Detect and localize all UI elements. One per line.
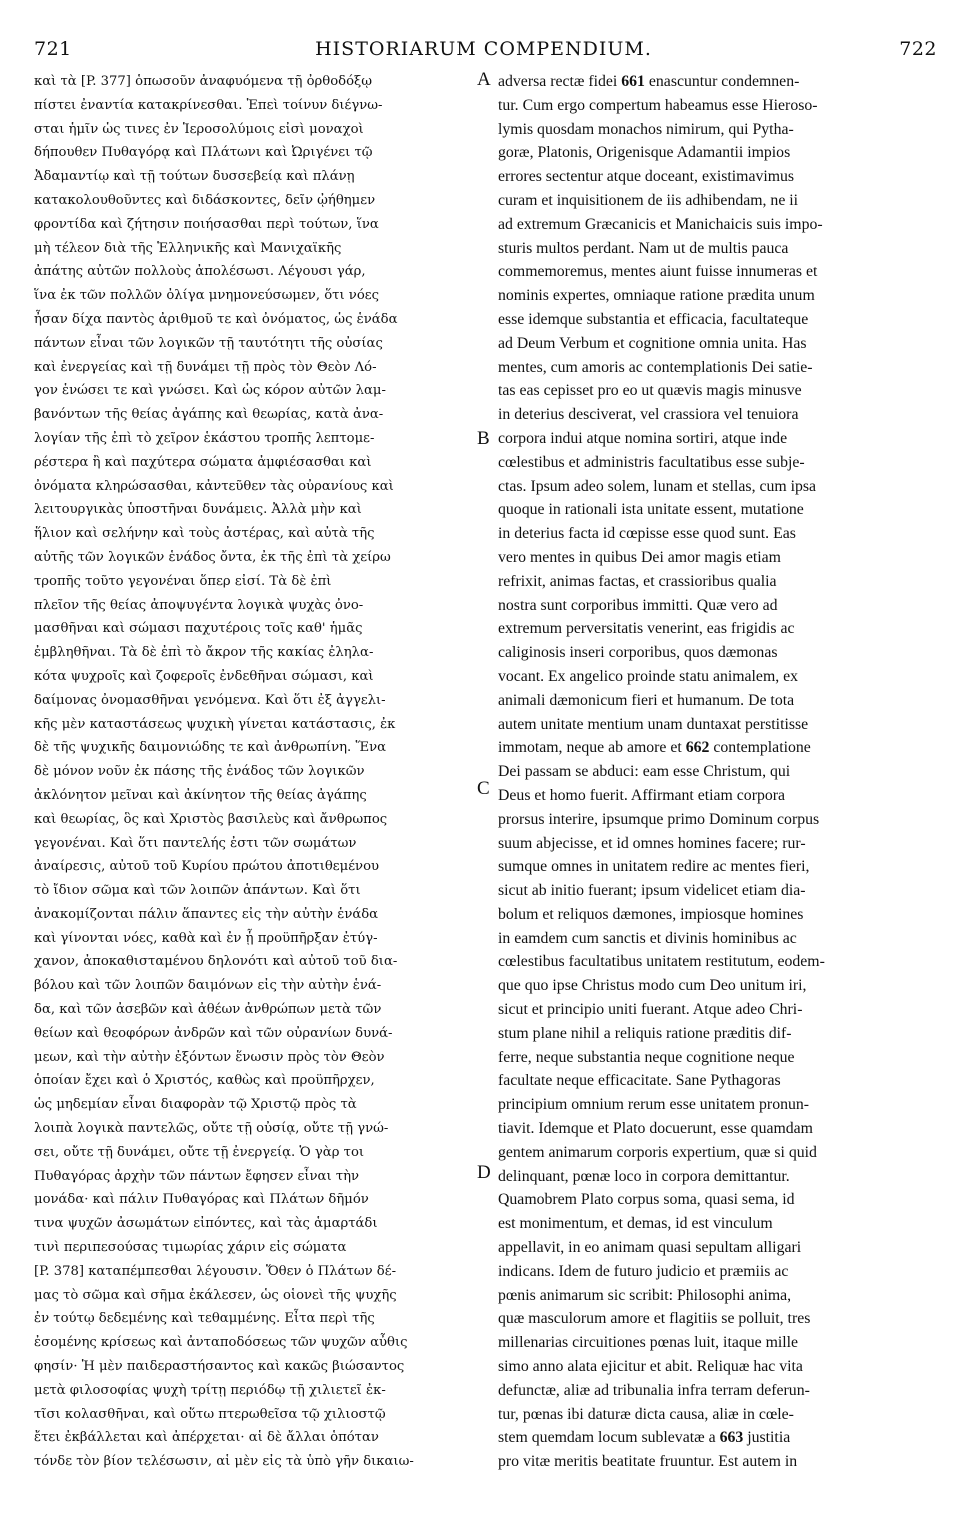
latin-text-line: commemoremus, mentes aiunt fuisse innumeras et — [498, 263, 818, 281]
section-marker-a: A — [477, 69, 491, 90]
greek-text-line: ὀνόματα κληρώσασθαι, κἀντεῦθεν τὰς οὐρανίους καὶ — [34, 478, 394, 494]
latin-text-line: sicut et principio uniti fuerant. Atque adeo Chri- — [498, 1001, 803, 1019]
greek-text-line: γεγονέναι. Καὶ ὅτι παντελής ἐστι τῶν σωμάτων — [34, 835, 357, 851]
greek-text-line: δήπουθεν Πυθαγόρᾳ καὶ Πλάτωνι καὶ Ὠριγένει τῷ — [34, 145, 373, 161]
latin-text-line: ctas. Ipsum adeo solem, lunam et stellas, cum ipsa — [498, 477, 817, 495]
greek-text-line: μας τὸ σῶμα καὶ σῆμα ἐκάλεσεν, ὡς οἱονεὶ τῆς ψυχῆς — [34, 1287, 397, 1303]
greek-text-line: δα, καὶ τῶν ἀσεβῶν καὶ ἀθέων ἀνθρώπων μετὰ τῶν — [34, 1002, 382, 1018]
latin-text-line: Quamobrem Plato corpus soma, quasi sema, id — [498, 1191, 795, 1209]
greek-text-line: μονάδα· καὶ πάλιν Πυθαγόρας καὶ Πλάτων δῆμόν — [34, 1192, 369, 1208]
latin-text-line: bolum et reliquos dæmones, impiosque homines — [498, 905, 804, 923]
latin-text-line: tur. Cum ergo compertum habeamus esse Hieroso- — [498, 96, 818, 114]
greek-text-line: καὶ ἐνεργείας καὶ τῇ δυνάμει τῇ πρὸς τὸν Θεὸν Λό- — [34, 359, 377, 375]
greek-text-line: λοιπὰ λογικὰ παντελῶς, οὔτε τῇ οὐσίᾳ, οὔτε τῇ γνώ- — [34, 1121, 389, 1137]
latin-text-line: pro vitæ meritis beatitate fruuntur. Est autem in — [498, 1453, 798, 1471]
greek-text-line: τὸ ἴδιον σῶμα καὶ τῶν λοιπῶν ἁπάντων. Καὶ ὅτι — [34, 883, 361, 899]
latin-text-line: Deus et homo fuerit. Affirmant etiam corpora — [498, 786, 786, 804]
latin-text-line: curam et inquisitionem de iis adhibendam, ne ii — [498, 191, 799, 209]
section-marker-b: B — [477, 428, 490, 449]
latin-text-line: animali dæmonicum fieri et humanum. De tota — [498, 691, 795, 709]
latin-text-line: Dei passam se abduci: eam esse Christum, qui — [498, 763, 791, 781]
greek-text-line: δὲ τῆς ψυχικῆς δαιμονιώδης τε καὶ ἀνθρωπίνη. Ἕνα — [34, 740, 387, 756]
greek-text-line: μετὰ φιλοσοφίας ψυχὴ τρίτῃ περιόδῳ τῇ χιλιετεῖ ἐκ- — [34, 1382, 386, 1398]
latin-text-line: nostra sunt corporibus immitti. Quæ vero ad — [498, 596, 778, 614]
greek-text-line: χανον, ἀποκαθισταμένου δηλονότι καὶ αὐτοῦ τοῦ δια- — [34, 954, 398, 970]
greek-text-column — [34, 70, 474, 1510]
latin-text-line: sumque omnes in unitatem redire ac mentes fieri, — [498, 858, 810, 876]
greek-text-line: γον ἑνώσει τε καὶ γνώσει. Καὶ ὡς κόρον αὐτῶν λαμ- — [34, 383, 386, 399]
greek-text-line: Ἀδαμαντίῳ καὶ τῇ τούτων δυσσεβείᾳ καὶ πλάνῃ — [34, 169, 355, 185]
greek-text-line: ἀνακομίζονται πάλιν ἅπαντες εἰς τὴν αὐτὴν ἑνάδα — [34, 906, 379, 922]
latin-text-line: nominis expertes, omniaque ratione prædita unum — [498, 287, 815, 305]
latin-text-line: immotam, neque ab amore et 662 contemplatione — [498, 739, 811, 757]
greek-text-line: ὡς μηδεμίαν εἶναι διαφορὰν τῷ Χριστῷ πρὸς τὰ — [34, 1097, 357, 1113]
greek-text-line: τόνδε τὸν βίον τελέσωσιν, αἱ μὲν εἰς τὰ ὑπὸ γῆν δικαιω- — [34, 1454, 414, 1470]
greek-text-line: ρέστερα ἢ καὶ παχύτερα σώματα ἀμφιέσασθαι καὶ — [34, 454, 372, 470]
greek-text-line: κῆς μὲν καταστάσεως ψυχικὴ γίνεται κατάστασις, ἐκ — [34, 716, 396, 732]
greek-text-line: τινὶ περιπεσούσας τιμωρίας χάριν εἰς σώματα — [34, 1240, 347, 1256]
greek-text-line: μασθῆναι καὶ σώμασι παχυτέροις τοῖς καθ' ἡμᾶς — [34, 621, 363, 637]
latin-text-line: stum plane nihil a reliquis ratione præditis dif- — [498, 1024, 792, 1042]
column-reference-number: 661 — [621, 73, 645, 90]
greek-text-line: ἐν τούτῳ δεδεμένης καὶ τεθαμμένης. Εἶτα περὶ τῆς — [34, 1311, 375, 1327]
greek-text-line: ἐσομένης κρίσεως καὶ ἀνταποδόσεως τῶν ψυχῶν αὖθις — [34, 1335, 408, 1351]
latin-text-line: ad extremum Græcanicis et Manichaicis suis impo- — [498, 215, 823, 233]
greek-text-line: βανόντων τῆς θείας ἀγάπης καὶ θεωρίας, κατὰ ἀνα- — [34, 407, 384, 423]
latin-text-line: refrixit, animas factas, et crassioribus qualia — [498, 572, 777, 590]
latin-text-line: corpora indui atque nomina sortiri, atque inde — [498, 429, 788, 447]
latin-text-line: vocant. Ex angelico proinde statu animalem, ex — [498, 667, 799, 685]
latin-text-line: in deterius desciverat, vel crassiora vel tenuiora — [498, 406, 799, 424]
latin-text-line: ferre, neque substantia neque cognitione neque — [498, 1048, 795, 1066]
left-page-number: 721 — [34, 38, 72, 60]
greek-text-line: ἵνα ἐκ τῶν πολλῶν ὀλίγα μνημονεύσωμεν, ὅτι νόες — [34, 288, 379, 304]
latin-text-column — [498, 70, 934, 1510]
latin-text-line: millenarias circuitiones pœnas luit, itaque mille — [498, 1334, 799, 1352]
latin-text-line: errores sectentur atque doceant, existimavimus — [498, 168, 795, 186]
greek-text-line: λογίαν τῆς ἐπὶ τὸ χεῖρον ἑκάστου τροπῆς λεπτομε- — [34, 430, 375, 446]
latin-text-line: sturis multos perdant. Nam ut de multis pauca — [498, 239, 789, 257]
latin-text-line: tur, pœnas ibi daturæ dicta causa, aliæ in cœle- — [498, 1405, 794, 1423]
latin-text-line: lymis quosdam monachos nimirum, qui Pytha- — [498, 120, 794, 138]
latin-text-line: autem unitate mentium unam duntaxat perstitisse — [498, 715, 809, 733]
right-page-number: 722 — [899, 38, 937, 60]
latin-text-line: indicans. Idem de futuro judicio et præmiis ac — [498, 1262, 789, 1280]
greek-text-line: Πυθαγόρας ἀρχὴν τῶν πάντων ἔφησεν εἶναι τὴν — [34, 1168, 360, 1184]
greek-text-line: ὁποίαν ἔχει καὶ ὁ Χριστός, καθὼς καὶ προϋπῆρχεν, — [34, 1073, 375, 1089]
latin-text-line: tas eas cepisset pro eo ut quævis magis minusve — [498, 382, 802, 400]
latin-text-line: sicut ab initio fuerant; ipsum videlicet etiam dia- — [498, 882, 806, 900]
greek-text-line: [P. 378] καταπέμπεσθαι λέγουσιν. Ὅθεν ὁ Πλάτων δέ- — [34, 1263, 397, 1279]
greek-text-line: καὶ θεωρίας, ὃς καὶ Χριστὸς βασιλεὺς καὶ ἄνθρωπος — [34, 811, 388, 827]
latin-text-line: in deterius facta id cœpisse esse quod sunt. Eas — [498, 525, 796, 543]
latin-text-line: facultate neque efficacitate. Sane Pythagoras — [498, 1072, 781, 1090]
latin-text-line: est monimentum, et demas, id est vinculum — [498, 1215, 773, 1233]
greek-text-line: πάντων εἶναι τῶν λογικῶν τῇ ταυτότητι τῆς οὐσίας — [34, 335, 383, 351]
latin-text-line: caliginosis inseri corporibus, quos dæmonas — [498, 644, 778, 662]
greek-text-line: φησίν· Ἡ μὲν παιδεραστήσαντος καὶ κακῶς βιώσαντος — [34, 1359, 405, 1375]
greek-text-line: μεων, καὶ τὴν αὐτὴν ἐξόντων ἕνωσιν πρὸς τὸν Θεὸν — [34, 1049, 385, 1065]
greek-text-line: τροπῆς τοῦτο γεγονέναι ὅπερ εἰσί. Τὰ δὲ ἐπὶ — [34, 573, 332, 589]
greek-text-line: κατακολουθοῦντες καὶ διδάσκοντες, δεῖν ᾠήθημεν — [34, 192, 376, 208]
latin-text-line: prorsus interire, ipsumque primo Dominum corpus — [498, 810, 820, 828]
greek-text-line: φροντίδα καὶ ζήτησιν ποιήσασθαι περὶ τούτων, ἵνα — [34, 216, 379, 232]
section-marker-d: D — [477, 1162, 491, 1183]
greek-text-line: τῖσι κολασθῆναι, καὶ οὕτω πτερωθεῖσα τῷ χιλιοστῷ — [34, 1406, 386, 1422]
greek-text-line: λειτουργικὰς ὑποστῆναι δυνάμεις. Ἀλλὰ μὴν καὶ — [34, 502, 362, 518]
latin-text-line: tiavit. Idemque et Plato docuerunt, esse quamdam — [498, 1120, 813, 1138]
greek-text-line: σει, οὔτε τῇ δυνάμει, οὔτε τῇ ἐνεργείᾳ. Ὁ γὰρ τοι — [34, 1144, 365, 1160]
latin-text-line: que quo ipse Christus modo cum Deo unitum iri, — [498, 977, 807, 995]
greek-text-line: κότα ψυχροῖς καὶ ζοφεροῖς ἐνδεθῆναι σώμασι, καὶ — [34, 668, 374, 684]
greek-text-line: ἀπάτης αὐτῶν πολλοὺς ἀπολέσωσι. Λέγουσι γάρ, — [34, 264, 366, 280]
column-reference-number: 663 — [719, 1429, 744, 1447]
latin-text-line: cœlestibus facultatibus unitatem restitutum, eodem- — [498, 953, 825, 971]
greek-text-line: ἥλιον καὶ σελήνην καὶ τοὺς ἀστέρας, καὶ αὐτὰ τῆς — [34, 526, 375, 542]
greek-text-line: δαίμονας ὀνομασθῆναι γενόμενα. Καὶ ὅτι ἐξ ἀγγελι- — [34, 692, 386, 708]
latin-text-line: quæ masculorum amore et flagitiis se polluit, tres — [498, 1310, 811, 1328]
greek-text-line: σται ἡμῖν ὡς τινες ἐν Ἱεροσολύμοις εἰσὶ μοναχοὶ — [34, 121, 364, 137]
latin-text-line: stem quemdam locum sublevatæ a 663 justitia — [498, 1429, 791, 1447]
page-header — [30, 38, 937, 64]
section-marker-c: C — [477, 778, 490, 799]
latin-text-line: mentes, cum amoris ac contemplationis Dei satie- — [498, 358, 813, 376]
latin-text-line: adversa rectæ fidei 661 enascuntur condemnen- — [498, 73, 800, 90]
greek-text-line: θείων καὶ θεοφόρων ἀνδρῶν καὶ τῶν οὐρανίων δυνά- — [34, 1025, 393, 1041]
greek-text-line: ἦσαν δίχα παντὸς ἀριθμοῦ τε καὶ ὀνόματος, ὡς ἑνάδα — [34, 311, 398, 327]
greek-text-line: πλεῖον τῆς θείας ἀποψυγέντα λογικὰ ψυχὰς ὀνο- — [34, 597, 364, 613]
column-reference-number: 662 — [685, 739, 710, 757]
latin-text-line: delinquant, pœnæ loco in corpora demittantur. — [498, 1167, 790, 1185]
latin-text-line: principium omnium rerum esse unitatem pronun- — [498, 1096, 810, 1114]
latin-text-line: goræ, Platonis, Origenisque Adamantii impios — [498, 144, 791, 162]
latin-text-line: cœlestibus et administris facultatibus esse subje- — [498, 453, 805, 471]
latin-text-line: defunctæ, aliæ ad tribunalia infra terram deferun- — [498, 1381, 810, 1399]
latin-text-line: appellavit, in eo animam quasi sepultam alligari — [498, 1239, 802, 1257]
greek-text-line: ἐμβληθῆναι. Τὰ δὲ ἐπὶ τὸ ἄκρον τῆς κακίας ἐληλα- — [34, 645, 374, 661]
latin-text-line: vero mentes in quibus Dei amor magis etiam — [498, 548, 781, 566]
greek-text-line: βόλου καὶ τῶν λοιπῶν δαιμόνων εἰς τὴν αὐτὴν ἑνά- — [34, 978, 382, 994]
greek-text-line: ἀναίρεσις, αὐτοῦ τοῦ Κυρίου πρώτου ἀποτιθεμένου — [34, 859, 380, 875]
latin-text-line: pœnis animarum sic scribit: Philosophi anima, — [498, 1286, 792, 1304]
greek-text-line: αὐτῆς τῶν λογικῶν ἑνάδος ὄντα, ἐκ τῆς ἐπὶ τὰ χείρω — [34, 549, 391, 565]
greek-text-line: ἔτει ἐκβάλλεται καὶ ἀπέρχεται· αἱ δὲ ἄλλαι ὁπόταν — [34, 1430, 379, 1446]
greek-text-line: καὶ τὰ [P. 377] ὁπωσοῦν ἀναφυόμενα τῇ ὀρθοδόξῳ — [34, 74, 373, 89]
latin-text-line: ad Deum Verbum et cognitione omnia unita. Has — [498, 334, 807, 352]
greek-text-line: μὴ τέλεον διὰ τῆς Ἑλληνικῆς καὶ Μανιχαϊκῆς — [34, 240, 342, 256]
latin-text-line: in eamdem cum sanctis et divinis hominibus ac — [498, 929, 797, 947]
running-title: HISTORIARUM COMPENDIUM. — [315, 38, 652, 60]
latin-text-line: gentem animarum corporis expertium, quæ si quid — [498, 1143, 817, 1161]
latin-text-line: suum abjecisse, et id omnes homines facere; rur- — [498, 834, 806, 852]
greek-text-line: ἀκλόνητον μεῖναι καὶ ἀκίνητον τῆς θείας ἀγάπης — [34, 787, 367, 803]
latin-text-line: quoque in rationali ista unitate essent, mutatione — [498, 501, 804, 519]
latin-text-line: extremum perversitatis venerint, eas frigidis ac — [498, 620, 795, 638]
greek-text-line: καὶ γίνονται νόες, καθὰ καὶ ἐν ᾗ προϋπῆρξαν ἐτύγ- — [34, 930, 378, 946]
greek-text-line: τινα ψυχῶν ἀσωμάτων εἰπόντες, καὶ τὰς ἁμαρτάδι — [34, 1216, 378, 1232]
latin-text-line: esse idemque substantia et efficacia, facultateque — [498, 310, 809, 328]
greek-text-line: πίστει ἐναντία κατακρίνεσθαι. Ἐπεὶ τοίνυν διέγνω- — [34, 97, 383, 113]
greek-text-line: δὲ μόνον νοῦν ἐκ πάσης τῆς ἑνάδος τῶν λογικῶν — [34, 764, 365, 780]
latin-text-line: simo anno alata ejicitur et abit. Reliquæ hac vita — [498, 1358, 803, 1376]
